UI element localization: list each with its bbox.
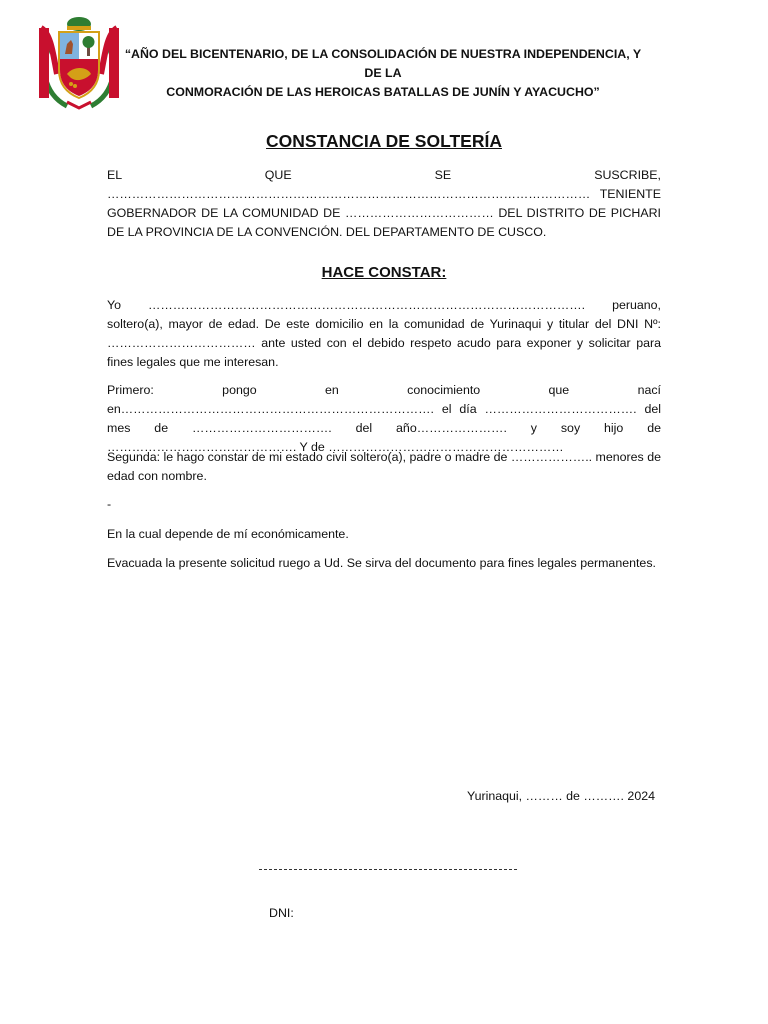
document-title: CONSTANCIA DE SOLTERÍA <box>266 131 502 151</box>
yo-paragraph: Yo ……………………………………………………………………………………………. peruano, soltero(a), mayor de edad. De este domicilio en la comunidad de Yurinaqui y titular del DNI Nº: ……………………………… ante usted con el debido respeto acudo para exponer y solicitar para fines legales que me interesan. <box>107 298 661 369</box>
motto-line-2: CONMORACIÓN DE LAS HEROICAS BATALLAS DE JUNÍN Y AYACUCHO” <box>166 85 600 99</box>
segunda-paragraph: Segunda: le hago constar de mi estado civil soltero(a), padre o madre de ……………….. menores de edad con nombre. <box>107 450 661 483</box>
evacuada-paragraph: Evacuada la presente solicitud ruego a Ud. Se sirva del documento para fines legales permanentes. <box>107 556 656 570</box>
date-line: Yurinaqui, ……… de ………. 2024 <box>466 789 655 803</box>
hace-constar-heading: HACE CONSTAR: <box>321 264 447 281</box>
commemorative-year-motto <box>118 45 648 102</box>
depende-paragraph: En la cual depende de mí económicamente. <box>107 527 349 541</box>
primero-paragraph: Primero: pongo en conocimiento que nací en…………………………………………………………………. el día ………………………………. del mes de ……………………………. del año…………………. y soy hijo de ………………………………………. Y de ………………………………………………… <box>107 383 661 454</box>
dash-line: - <box>107 497 112 511</box>
intro-paragraph: EL QUE SE SUSCRIBE, ……………………………………………………………………………………………………… TENIENTE GOBERNADOR DE LA COMUNIDAD DE ……………………………… DEL DISTRITO DE PICHARI DE LA PROVINCIA DE LA CONVENCIÓN. DEL DEPARTAMENTO DE CUSCO. <box>107 168 661 239</box>
signature-line <box>259 869 517 870</box>
motto-line-1: “AÑO DEL BICENTENARIO, DE LA CONSOLIDACIÓN DE NUESTRA INDEPENDENCIA, Y DE LA <box>124 47 642 80</box>
dni-label: DNI: <box>269 906 294 920</box>
coat-of-arms-emblem <box>37 14 121 110</box>
